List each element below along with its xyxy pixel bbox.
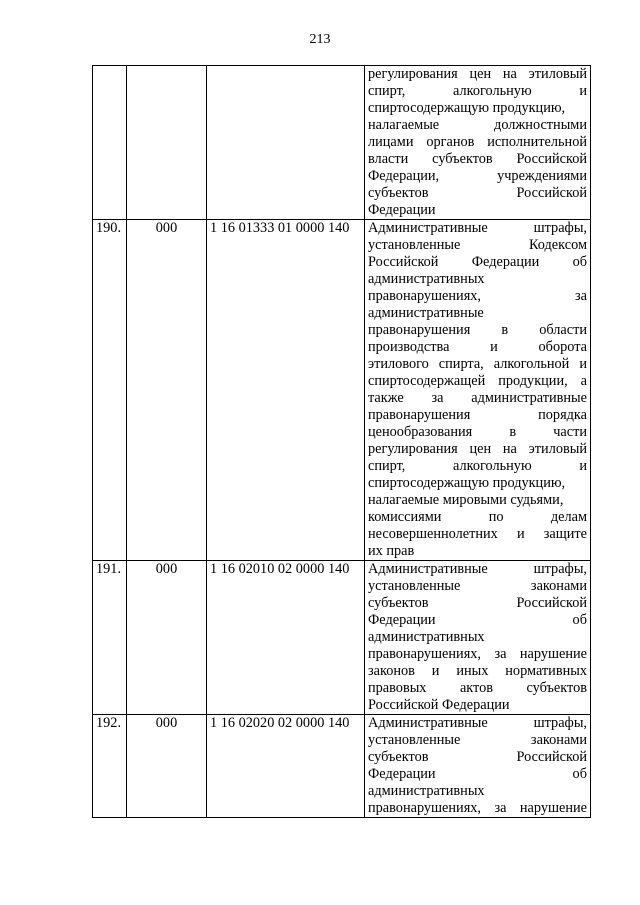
description-line: административных (368, 783, 485, 799)
description-line: Федерации (368, 202, 436, 218)
description-line: регулирования цен на этиловый (368, 441, 587, 457)
cell-num (93, 66, 127, 220)
description-line: ценообразования в части (368, 424, 587, 440)
description-line: этилового спирта, алкогольной и (368, 356, 587, 372)
table-row (93, 715, 591, 818)
description-line: правонарушениях, за нарушение (368, 800, 587, 816)
description-line: власти субъектов Российской (368, 151, 587, 167)
description-line: производства и оборота (368, 339, 587, 355)
description-line: спирт, алкогольную и (368, 458, 587, 474)
cell-description (365, 561, 591, 715)
description-line: спиртосодержащей продукции, а (368, 373, 587, 389)
description-line: налагаемые должностными (368, 117, 587, 133)
description-line: Федерации об (368, 612, 587, 628)
admin-code: 000 (127, 220, 207, 561)
admin-code: 000 (127, 561, 207, 715)
description-line: административные (368, 305, 484, 321)
row-number: 190. (93, 220, 127, 561)
cell-description (365, 220, 591, 561)
kbk-code: 1 16 02010 02 0000 140 (207, 561, 365, 715)
description-line: спиртосодержащую продукцию, (368, 100, 566, 116)
description-line: лицами органов исполнительной (368, 134, 587, 150)
description-line: их прав (368, 543, 415, 559)
description-line: Федерации, учреждениями (368, 168, 587, 184)
description-line: законов и иных нормативных (368, 663, 587, 679)
description-line: несовершеннолетних и защите (368, 526, 587, 542)
description-line: спиртосодержащую продукцию, (368, 475, 566, 491)
table-row (93, 561, 591, 715)
description-line: правонарушения в области (368, 322, 587, 338)
row-number: 191. (93, 561, 127, 715)
description-line: правовых актов субъектов (368, 680, 587, 696)
description-line: комиссиями по делам (368, 509, 587, 525)
description-line: административных (368, 271, 485, 287)
description-line: субъектов Российской (368, 185, 587, 201)
description-line: установленные Кодексом (368, 237, 587, 253)
description-line: Административные штрафы, (368, 561, 587, 577)
description-line: спирт, алкогольную и (368, 83, 587, 99)
cell-admin-code (127, 66, 207, 220)
cell-description (365, 715, 591, 818)
cell-kbk (207, 66, 365, 220)
description-line: установленные законами (368, 732, 587, 748)
description-line: также за административные (368, 390, 587, 406)
description-line: Российской Федерации об (368, 254, 587, 270)
description-line: субъектов Российской (368, 749, 587, 765)
description-line: налагаемые мировыми судьями, (368, 492, 564, 508)
row-number: 192. (93, 715, 127, 818)
admin-code: 000 (127, 715, 207, 818)
description-line: регулирования цен на этиловый (368, 66, 587, 82)
cell-description (365, 66, 591, 220)
page-number: 213 (309, 32, 331, 47)
description-line: Административные штрафы, (368, 715, 587, 731)
description-line: Федерации об (368, 766, 587, 782)
description-line: правонарушения порядка (368, 407, 587, 423)
description-line: установленные законами (368, 578, 587, 594)
description-line: административных (368, 629, 485, 645)
kbk-code: 1 16 02020 02 0000 140 (207, 715, 365, 818)
description-line: субъектов Российской (368, 595, 587, 611)
table-row (93, 220, 591, 561)
kbk-code: 1 16 01333 01 0000 140 (207, 220, 365, 561)
description-line: правонарушениях, за (368, 288, 587, 304)
description-line: правонарушениях, за нарушение (368, 646, 587, 662)
description-line: Российской Федерации (368, 697, 510, 713)
table-row-continuation (93, 66, 591, 220)
description-line: Административные штрафы, (368, 220, 587, 236)
budget-codes-table (92, 65, 591, 818)
